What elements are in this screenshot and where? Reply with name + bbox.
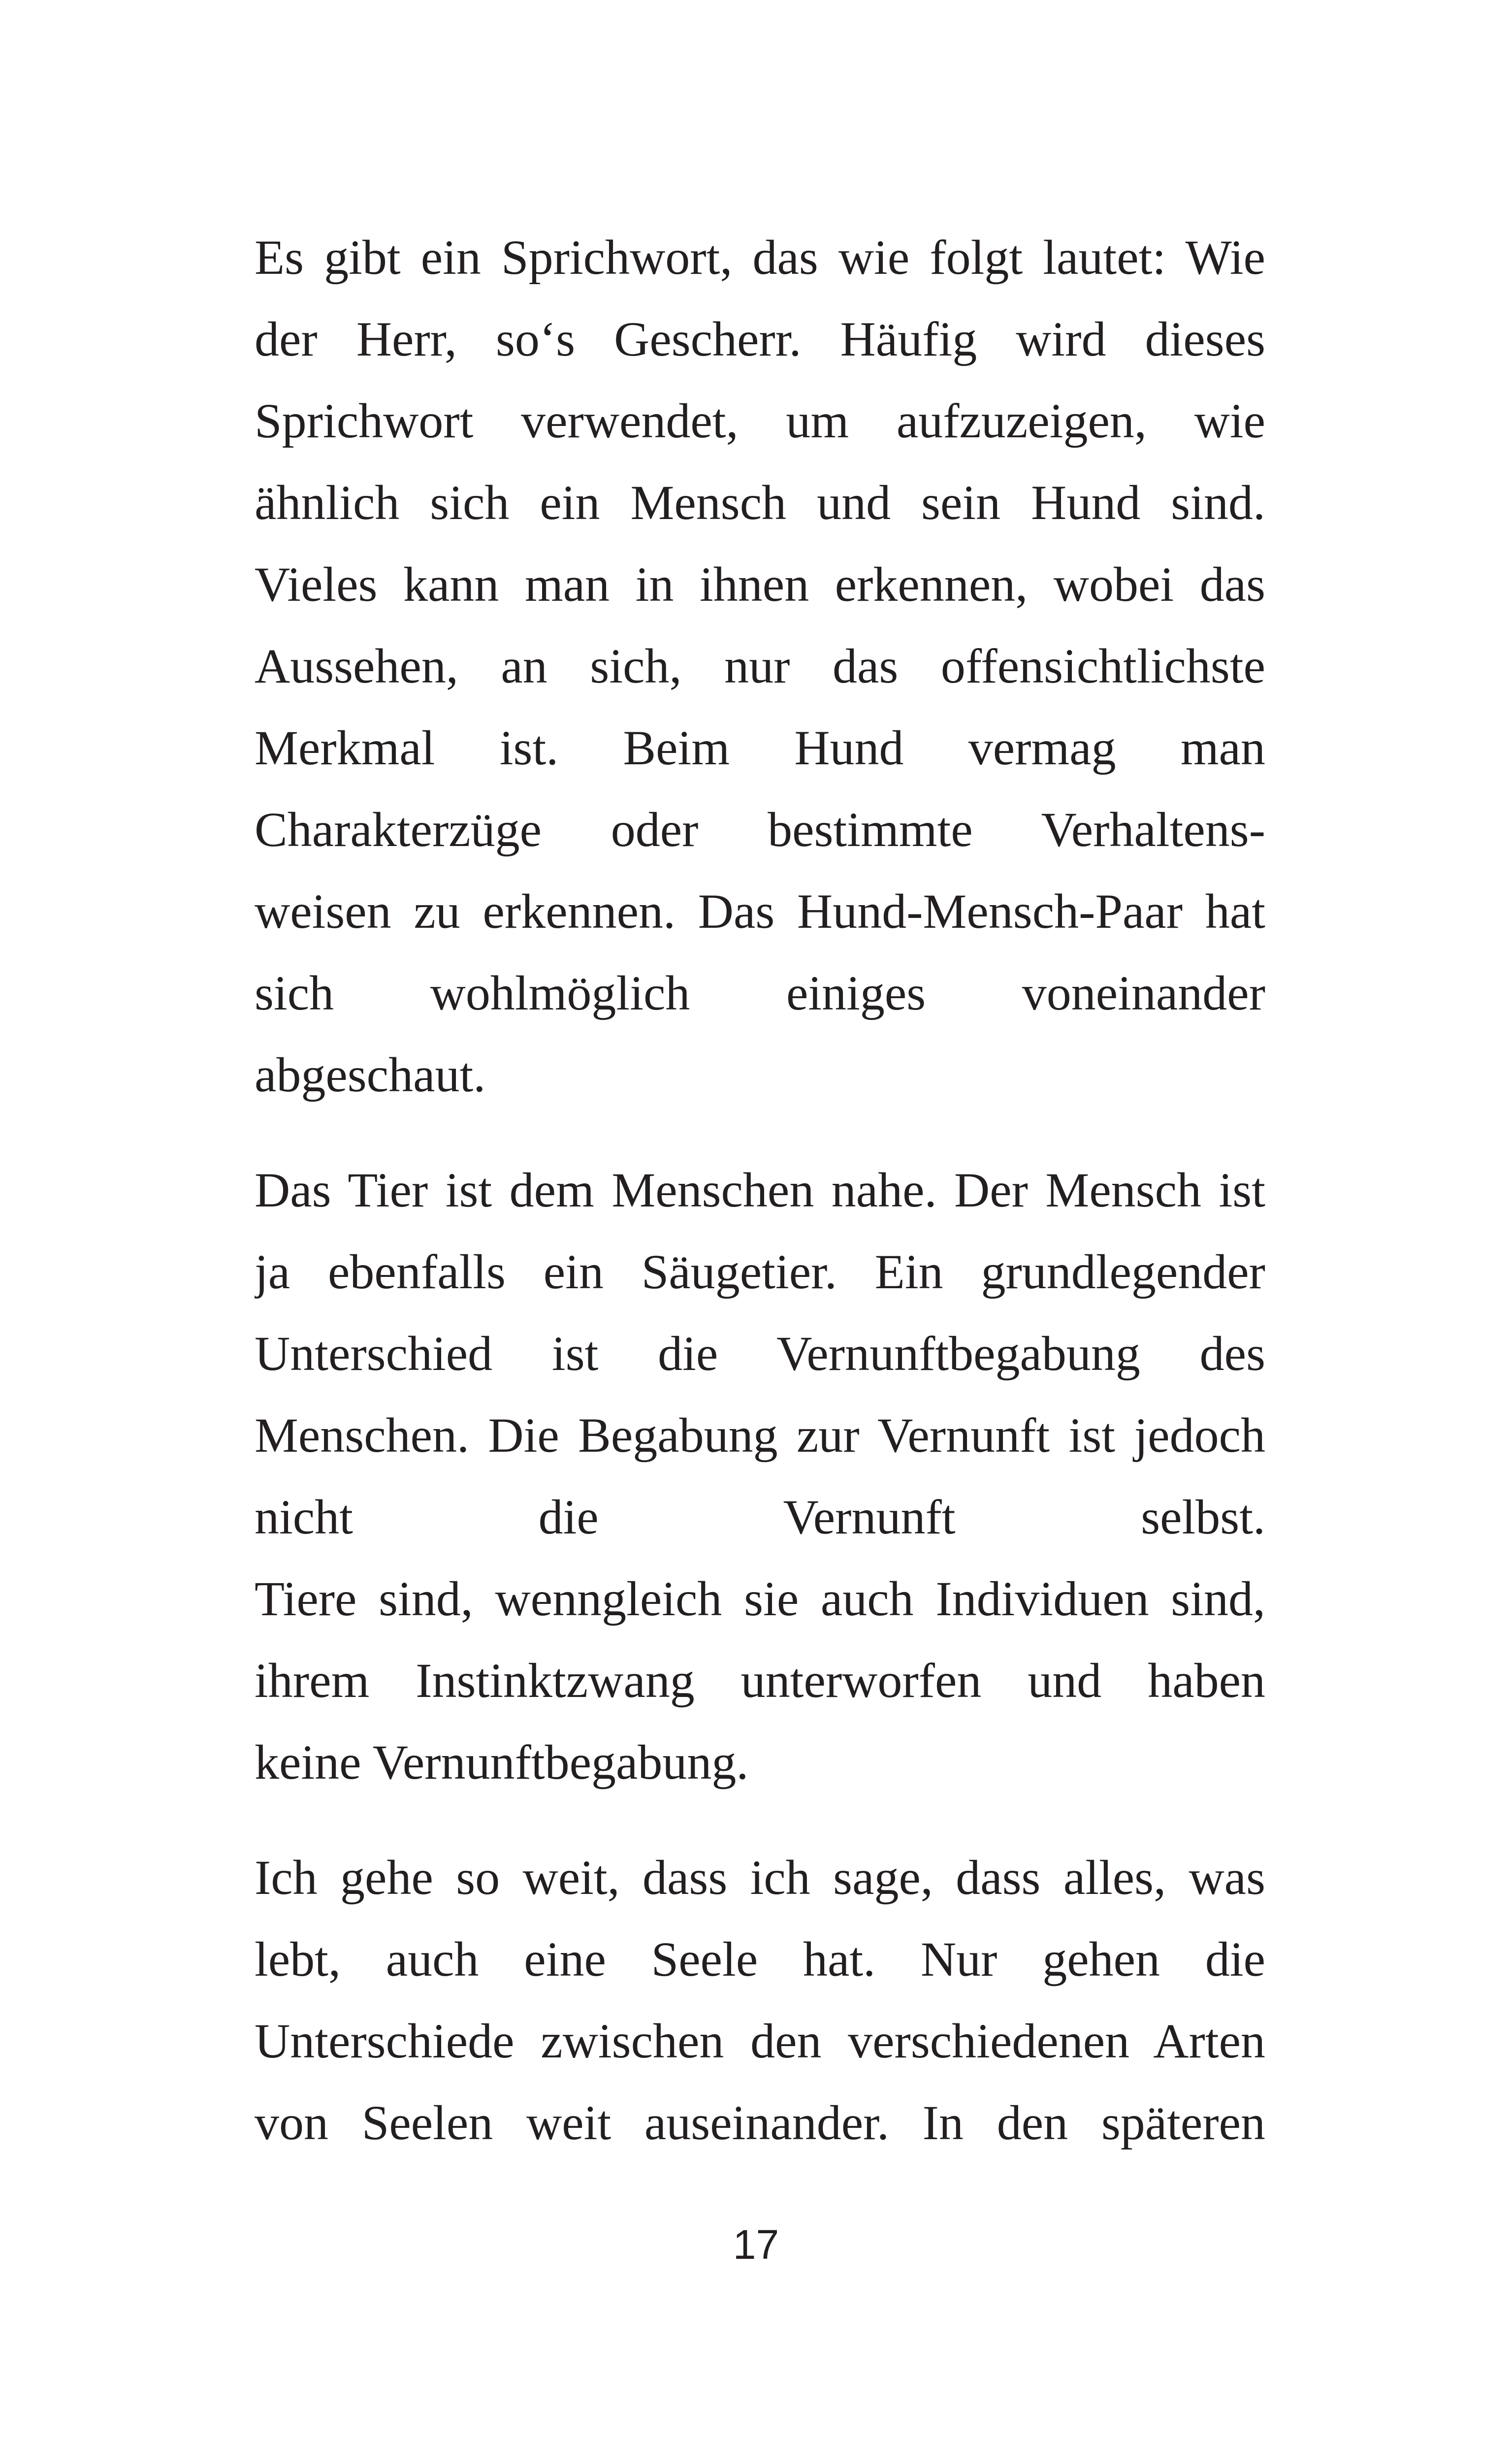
paragraph-2 [255, 1149, 1265, 1803]
text-line: ähnlich sich ein Mensch und sein Hund sind. [255, 475, 1265, 530]
text-line: weisen zu erkennen. Das Hund-Mensch-Paar hat [255, 884, 1265, 939]
text-line: ja ebenfalls ein Säugetier. Ein grundlegender [255, 1244, 1265, 1299]
text-line: lebt, auch eine Seele hat. Nur gehen die [255, 1932, 1265, 1987]
text-line: keine Vernunftbegabung. [255, 1735, 749, 1790]
body-text [255, 217, 1265, 2197]
text-line: Es gibt ein Sprichwort, das wie folgt lautet: Wie [255, 230, 1265, 285]
text-line: Merkmal ist. Beim Hund vermag man [255, 720, 1265, 775]
text-line: von Seelen weit auseinander. In den späteren [255, 2095, 1265, 2150]
text-line: Unterschied ist die Vernunftbegabung des [255, 1326, 1265, 1381]
page-number: 17 [733, 2221, 779, 2268]
text-line: Sprichwort verwendet, um aufzuzeigen, wie [255, 393, 1265, 448]
text-line: Aussehen, an sich, nur das offensichtlichste [255, 639, 1265, 693]
text-line: Ich gehe so weit, dass ich sage, dass alles, was [255, 1850, 1265, 1905]
text-line: Vieles kann man in ihnen erkennen, wobei das [255, 557, 1265, 612]
text-line: Menschen. Die Begabung zur Vernunft ist jedoch [255, 1408, 1265, 1463]
text-line: Das Tier ist dem Menschen nahe. Der Mensch ist [255, 1163, 1265, 1217]
paragraph-1 [255, 217, 1265, 1116]
text-line: nicht die Vernunft selbst. [255, 1490, 1265, 1544]
text-line: der Herr, so‘s Gescherr. Häufig wird dieses [255, 312, 1265, 366]
paragraph-3 [255, 1837, 1265, 2164]
text-line: Charakterzüge oder bestimmte Verhaltens- [255, 802, 1265, 857]
text-line: Tiere sind, wenngleich sie auch Individuen sind, [255, 1571, 1265, 1626]
text-line: sich wohlmöglich einiges voneinander [255, 966, 1265, 1020]
text-line: Unterschiede zwischen den verschiedenen Arten [255, 2014, 1265, 2068]
text-line: abgeschaut. [255, 1047, 486, 1102]
text-line: ihrem Instinktzwang unterworfen und haben [255, 1653, 1265, 1708]
